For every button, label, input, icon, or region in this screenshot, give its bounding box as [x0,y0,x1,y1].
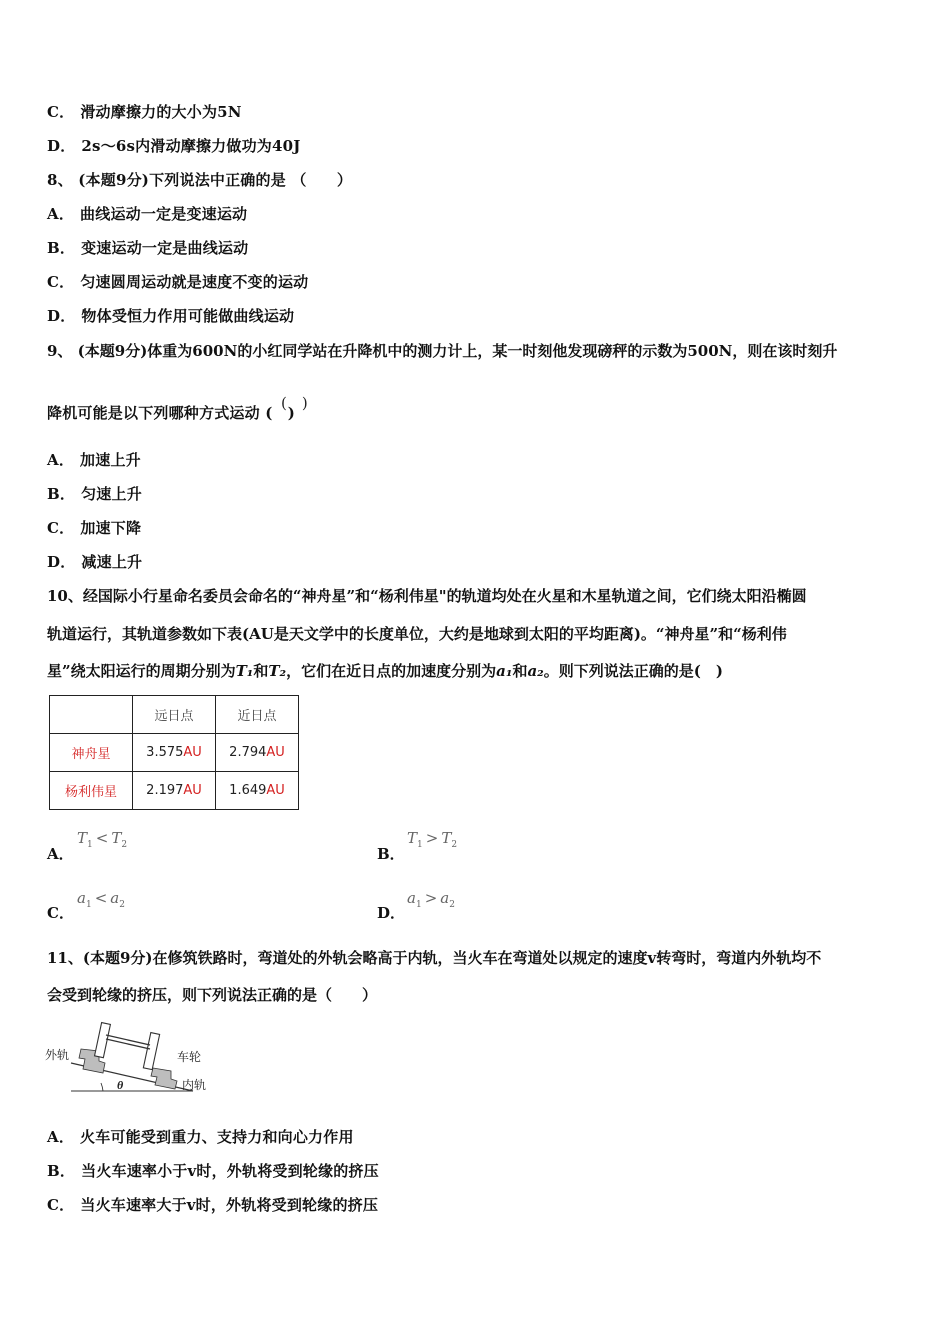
stem-part: 和 [512,662,528,680]
value-unit: AU [266,745,285,760]
option-label: B． [47,239,76,257]
option-text: 曲线运动一定是变速运动 [80,205,248,223]
q10-option-a-label: A． [47,845,74,863]
formula-lhs-sub: 1 [87,840,93,850]
option-text: 匀速上升 [81,485,142,503]
table-corner-cell [50,696,133,734]
aphelion-value [133,734,216,772]
table-header-row [50,696,299,734]
q7-option-c [47,102,242,122]
orbit-parameter-table [49,695,299,810]
q10-option-c-formula [77,889,125,910]
q11-option-a [47,1127,354,1147]
q8-option-c [47,272,308,292]
option-label: C． [47,1196,75,1214]
formula-rhs: T [441,829,452,847]
q10-option-d-formula [407,889,455,910]
formula-rhs-sub: 2 [451,840,458,850]
symbol-a2: a₂ [527,662,544,680]
option-label: C． [47,273,75,291]
formula-lhs-sub: 1 [417,840,423,850]
table-row [50,772,299,810]
label-theta: θ [117,1078,124,1092]
q11-stem-line1: 11、(本题9分)在修筑铁路时，弯道处的外轨会略高于内轨，当火车在弯道处以规定的速度v转弯时，弯道内外轨均不 [47,949,822,967]
option-label: D． [47,553,76,571]
formula-lhs: T [407,829,418,847]
stem-part: ，它们在近日点的加速度分别为 [286,662,497,680]
symbol-T2: T₂ [268,662,287,680]
formula-rhs: T [111,829,122,847]
option-label: B． [47,485,76,503]
formula-lhs: a [407,889,416,907]
option-text: 变速运动一定是曲线运动 [81,239,249,257]
q10-stem-line2: 轨道运行，其轨道参数如下表(AU是天文学中的长度单位，大约是地球到太阳的平均距离)。“神舟星”和“杨利伟 [47,625,787,643]
header-aphelion: 远日点 [133,696,216,734]
value-unit: AU [183,745,202,760]
formula-rhs-sub: 2 [119,900,125,910]
option-label: D． [47,307,76,325]
value-unit: AU [266,783,285,798]
option-text: 滑动摩擦力的大小为5N [80,103,242,121]
option-text: 减速上升 [81,553,143,571]
row-name: 杨利伟星 [50,772,133,810]
row-name: 神舟星 [50,734,133,772]
option-label: A． [47,205,75,223]
q10-option-d-label: D． [377,904,406,922]
inner-rail-shape [151,1068,177,1089]
table-row [50,734,299,772]
formula-rhs: a [440,889,450,907]
value-unit: AU [183,783,202,798]
perihelion-value [216,772,299,810]
label-wheel: 车轮 [177,1050,202,1064]
option-label: C． [47,519,75,537]
option-text: 2s～6s内滑动摩擦力做功为40J [81,137,301,155]
formula-lhs: T [77,829,88,847]
q9-option-d [47,552,142,572]
value-number: 1.649 [229,783,267,798]
q9-stem-line1: 9、 (本题9分)体重为600N的小红同学站在升降机中的测力计上，某一时刻他发现磅秤的示数为500N，则在该时刻升 [47,342,838,360]
value-number: 2.197 [146,783,184,798]
stem-part: 和 [253,662,269,680]
q11-option-b [47,1161,379,1181]
q10-option-c-label: C． [47,904,74,922]
angle-arc [101,1083,103,1091]
formula-operator: > [424,889,438,907]
option-text: 当火车速率小于v时，外轨将受到轮缘的挤压 [81,1162,379,1180]
option-label: A． [47,1128,75,1146]
option-text: 加速下降 [80,519,142,537]
q9-option-a [47,450,141,470]
formula-lhs-sub: 1 [85,900,92,910]
label-inner-rail: 内轨 [182,1078,207,1092]
q9-option-b [47,484,142,504]
q10-option-b-formula [407,829,457,850]
q9-mini-paren: ( ) [281,394,308,412]
formula-operator: > [425,829,439,847]
q8-option-b [47,238,248,258]
formula-rhs-sub: 2 [121,840,128,850]
option-text: 火车可能受到重力、支持力和向心力作用 [80,1128,354,1146]
formula-rhs-sub: 2 [449,900,455,910]
option-label: A． [47,451,75,469]
label-outer-rail: 外轨 [45,1048,70,1062]
q8-option-d [47,306,294,326]
q10-option-b-label: B． [377,845,405,863]
q9-stem-line2: 降机可能是以下列哪种方式运动 ( ) [47,404,296,422]
q11-option-c [47,1195,378,1215]
q10-stem-line1: 10、经国际小行星命名委员会命名的“神舟星”和“杨利伟星"的轨道均处在火星和木星轨道之间，它们绕太阳沿椭圆 [47,587,807,605]
formula-rhs: a [110,889,120,907]
symbol-a1: a₁ [496,662,513,680]
header-perihelion: 近日点 [216,696,299,734]
q8-stem: 8、 (本题9分)下列说法中正确的是 （ ） [47,171,353,189]
option-text: 当火车速率大于v时，外轨将受到轮缘的挤压 [80,1196,379,1214]
value-number: 3.575 [146,745,184,760]
symbol-T1: T₁ [235,662,254,680]
q8-option-a [47,204,247,224]
q11-stem-line2: 会受到轮缘的挤压，则下列说法正确的是（ ） [47,986,378,1004]
q7-option-d [47,136,301,156]
option-text: 物体受恒力作用可能做曲线运动 [81,307,295,325]
option-label: B． [47,1162,76,1180]
option-text: 匀速圆周运动就是速度不变的运动 [80,273,309,291]
formula-lhs: a [77,889,86,907]
aphelion-value [133,772,216,810]
formula-lhs-sub: 1 [415,900,422,910]
formula-operator: < [94,889,108,907]
option-text: 加速上升 [80,451,141,469]
stem-part: 星”绕太阳运行的周期分别为 [47,662,236,680]
formula-operator: < [95,829,109,847]
option-label: D． [47,137,76,155]
perihelion-value [216,734,299,772]
option-label: C． [47,103,75,121]
value-number: 2.794 [229,745,267,760]
q9-option-c [47,518,141,538]
right-wheel-shape [143,1033,159,1070]
q10-stem-line3 [47,661,723,681]
railway-bank-diagram [43,1013,218,1095]
stem-part: 。则下列说法正确的是( ) [543,662,723,680]
q10-option-a-formula [77,829,127,850]
